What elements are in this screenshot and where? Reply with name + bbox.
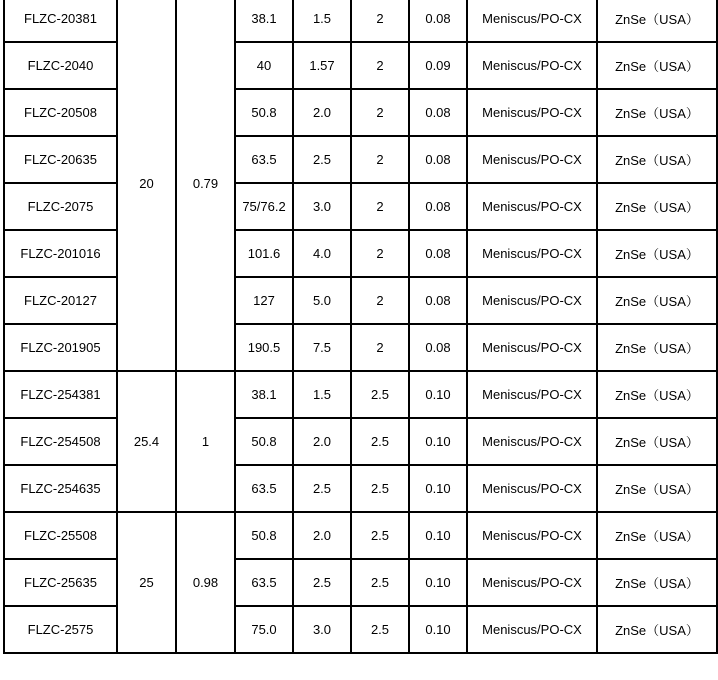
model-cell: FLZC-2575 — [4, 606, 117, 653]
model-cell: FLZC-201905 — [4, 324, 117, 371]
thickness-mm-cell: 2.5 — [351, 606, 409, 653]
table-row — [4, 324, 717, 371]
model-cell: FLZC-20381 — [4, 0, 117, 42]
lens-spec-table-container — [3, 0, 718, 654]
material-cell: ZnSe（USA） — [597, 512, 717, 559]
material-cell: ZnSe（USA） — [597, 136, 717, 183]
focal-length-mm-cell: 63.5 — [235, 136, 293, 183]
focal-length-mm-cell: 50.8 — [235, 89, 293, 136]
diameter-mm-cell: 20 — [117, 0, 176, 371]
diameter-in-cell: 1 — [176, 371, 235, 512]
diameter-in-cell: 0.79 — [176, 0, 235, 371]
thickness-in-cell: 0.10 — [409, 371, 467, 418]
thickness-mm-cell: 2.5 — [351, 418, 409, 465]
focal-length-in-cell: 1.5 — [293, 371, 351, 418]
thickness-in-cell: 0.10 — [409, 465, 467, 512]
focal-length-mm-cell: 40 — [235, 42, 293, 89]
table-row — [4, 0, 717, 42]
model-cell: FLZC-2075 — [4, 183, 117, 230]
material-cell: ZnSe（USA） — [597, 89, 717, 136]
lens-type-cell: Meniscus/PO-CX — [467, 0, 597, 42]
thickness-in-cell: 0.10 — [409, 606, 467, 653]
table-row — [4, 136, 717, 183]
focal-length-in-cell: 2.5 — [293, 136, 351, 183]
lens-type-cell: Meniscus/PO-CX — [467, 230, 597, 277]
table-row — [4, 183, 717, 230]
material-cell: ZnSe（USA） — [597, 418, 717, 465]
material-cell: ZnSe（USA） — [597, 324, 717, 371]
focal-length-in-cell: 4.0 — [293, 230, 351, 277]
thickness-mm-cell: 2 — [351, 324, 409, 371]
lens-type-cell: Meniscus/PO-CX — [467, 42, 597, 89]
table-row — [4, 559, 717, 606]
model-cell: FLZC-25635 — [4, 559, 117, 606]
focal-length-in-cell: 1.5 — [293, 0, 351, 42]
lens-type-cell: Meniscus/PO-CX — [467, 183, 597, 230]
focal-length-mm-cell: 50.8 — [235, 512, 293, 559]
material-cell: ZnSe（USA） — [597, 183, 717, 230]
focal-length-in-cell: 2.5 — [293, 465, 351, 512]
table-row — [4, 418, 717, 465]
thickness-mm-cell: 2 — [351, 230, 409, 277]
model-cell: FLZC-201016 — [4, 230, 117, 277]
focal-length-in-cell: 5.0 — [293, 277, 351, 324]
table-row — [4, 277, 717, 324]
model-cell: FLZC-254635 — [4, 465, 117, 512]
table-row — [4, 606, 717, 653]
focal-length-mm-cell: 75/76.2 — [235, 183, 293, 230]
model-cell: FLZC-2040 — [4, 42, 117, 89]
model-cell: FLZC-254381 — [4, 371, 117, 418]
focal-length-mm-cell: 127 — [235, 277, 293, 324]
material-cell: ZnSe（USA） — [597, 371, 717, 418]
focal-length-in-cell: 3.0 — [293, 606, 351, 653]
lens-type-cell: Meniscus/PO-CX — [467, 559, 597, 606]
thickness-mm-cell: 2 — [351, 183, 409, 230]
thickness-mm-cell: 2.5 — [351, 512, 409, 559]
thickness-in-cell: 0.08 — [409, 230, 467, 277]
focal-length-mm-cell: 190.5 — [235, 324, 293, 371]
thickness-in-cell: 0.10 — [409, 512, 467, 559]
thickness-mm-cell: 2 — [351, 136, 409, 183]
focal-length-mm-cell: 50.8 — [235, 418, 293, 465]
thickness-mm-cell: 2.5 — [351, 465, 409, 512]
focal-length-in-cell: 2.5 — [293, 559, 351, 606]
table-row — [4, 371, 717, 418]
model-cell: FLZC-20508 — [4, 89, 117, 136]
lens-type-cell: Meniscus/PO-CX — [467, 418, 597, 465]
thickness-mm-cell: 2.5 — [351, 559, 409, 606]
thickness-in-cell: 0.08 — [409, 324, 467, 371]
lens-type-cell: Meniscus/PO-CX — [467, 371, 597, 418]
lens-type-cell: Meniscus/PO-CX — [467, 136, 597, 183]
material-cell: ZnSe（USA） — [597, 42, 717, 89]
focal-length-mm-cell: 63.5 — [235, 559, 293, 606]
table-row — [4, 512, 717, 559]
thickness-in-cell: 0.08 — [409, 89, 467, 136]
material-cell: ZnSe（USA） — [597, 277, 717, 324]
diameter-in-cell: 0.98 — [176, 512, 235, 653]
thickness-mm-cell: 2 — [351, 0, 409, 42]
focal-length-mm-cell: 63.5 — [235, 465, 293, 512]
focal-length-mm-cell: 101.6 — [235, 230, 293, 277]
material-cell: ZnSe（USA） — [597, 230, 717, 277]
lens-type-cell: Meniscus/PO-CX — [467, 512, 597, 559]
focal-length-in-cell: 2.0 — [293, 89, 351, 136]
thickness-in-cell: 0.08 — [409, 136, 467, 183]
thickness-mm-cell: 2 — [351, 89, 409, 136]
table-row — [4, 230, 717, 277]
focal-length-in-cell: 2.0 — [293, 512, 351, 559]
focal-length-in-cell: 2.0 — [293, 418, 351, 465]
thickness-in-cell: 0.08 — [409, 277, 467, 324]
lens-type-cell: Meniscus/PO-CX — [467, 324, 597, 371]
thickness-in-cell: 0.09 — [409, 42, 467, 89]
diameter-mm-cell: 25.4 — [117, 371, 176, 512]
table-row — [4, 42, 717, 89]
model-cell: FLZC-20635 — [4, 136, 117, 183]
material-cell: ZnSe（USA） — [597, 0, 717, 42]
lens-type-cell: Meniscus/PO-CX — [467, 89, 597, 136]
material-cell: ZnSe（USA） — [597, 559, 717, 606]
lens-type-cell: Meniscus/PO-CX — [467, 606, 597, 653]
diameter-mm-cell: 25 — [117, 512, 176, 653]
lens-type-cell: Meniscus/PO-CX — [467, 465, 597, 512]
table-body — [4, 0, 717, 653]
table-row — [4, 89, 717, 136]
focal-length-mm-cell: 75.0 — [235, 606, 293, 653]
focal-length-mm-cell: 38.1 — [235, 371, 293, 418]
thickness-in-cell: 0.08 — [409, 0, 467, 42]
model-cell: FLZC-254508 — [4, 418, 117, 465]
model-cell: FLZC-20127 — [4, 277, 117, 324]
thickness-in-cell: 0.10 — [409, 418, 467, 465]
lens-spec-table — [3, 0, 718, 654]
thickness-mm-cell: 2.5 — [351, 371, 409, 418]
material-cell: ZnSe（USA） — [597, 606, 717, 653]
thickness-mm-cell: 2 — [351, 42, 409, 89]
material-cell: ZnSe（USA） — [597, 465, 717, 512]
focal-length-mm-cell: 38.1 — [235, 0, 293, 42]
focal-length-in-cell: 7.5 — [293, 324, 351, 371]
focal-length-in-cell: 1.57 — [293, 42, 351, 89]
table-row — [4, 465, 717, 512]
thickness-mm-cell: 2 — [351, 277, 409, 324]
model-cell: FLZC-25508 — [4, 512, 117, 559]
lens-type-cell: Meniscus/PO-CX — [467, 277, 597, 324]
thickness-in-cell: 0.08 — [409, 183, 467, 230]
focal-length-in-cell: 3.0 — [293, 183, 351, 230]
thickness-in-cell: 0.10 — [409, 559, 467, 606]
